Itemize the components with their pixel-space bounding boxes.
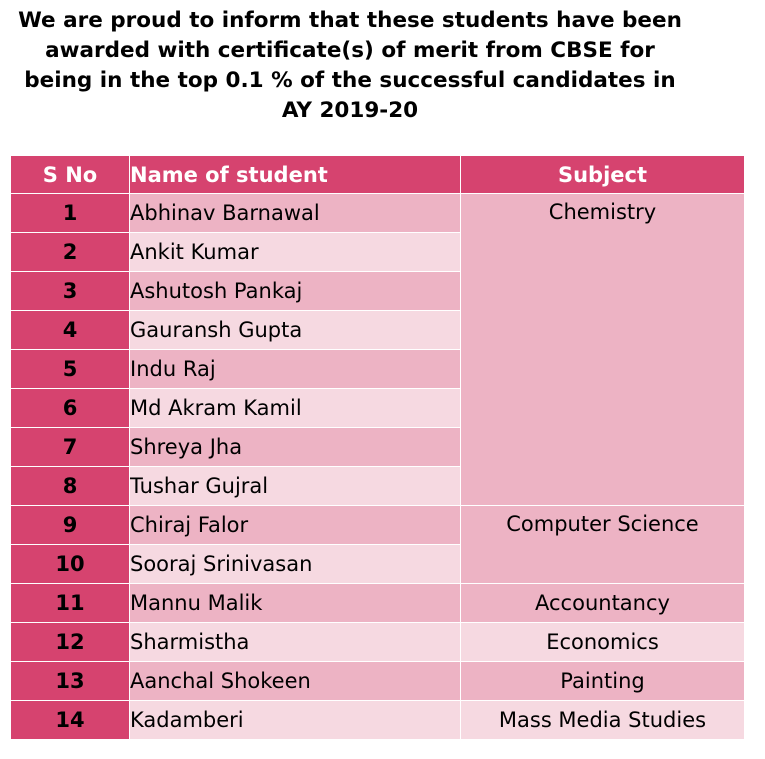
headline-line-2: awarded with certificate(s) of merit from CBSE for	[45, 38, 655, 63]
student-name: Chiraj Falor	[130, 506, 461, 545]
announcement-headline	[0, 6, 700, 126]
subject-cell-economics: Economics	[461, 623, 745, 662]
serial-number: 1	[11, 194, 130, 233]
student-name: Tushar Gujral	[130, 467, 461, 506]
serial-number: 2	[11, 233, 130, 272]
subject-cell-accountancy: Accountancy	[461, 584, 745, 623]
table-row	[11, 662, 745, 701]
student-name: Gauransh Gupta	[130, 311, 461, 350]
table-row	[11, 584, 745, 623]
serial-number: 11	[11, 584, 130, 623]
table-row	[11, 623, 745, 662]
serial-number: 7	[11, 428, 130, 467]
student-name: Abhinav Barnawal	[130, 194, 461, 233]
serial-number: 12	[11, 623, 130, 662]
student-name: Kadamberi	[130, 701, 461, 740]
student-name: Aanchal Shokeen	[130, 662, 461, 701]
serial-number: 6	[11, 389, 130, 428]
table-header-row	[11, 156, 745, 194]
student-name: Sooraj Srinivasan	[130, 545, 461, 584]
table-row	[11, 194, 745, 233]
table-row	[11, 506, 745, 545]
subject-cell-chemistry: Chemistry	[461, 194, 745, 506]
headline-line-1: We are proud to inform that these students have been	[18, 8, 682, 33]
serial-number: 4	[11, 311, 130, 350]
student-name: Ankit Kumar	[130, 233, 461, 272]
serial-number: 13	[11, 662, 130, 701]
student-name: Indu Raj	[130, 350, 461, 389]
subject-cell-mass-media-studies: Mass Media Studies	[461, 701, 745, 740]
serial-number: 14	[11, 701, 130, 740]
table-row	[11, 701, 745, 740]
serial-number: 3	[11, 272, 130, 311]
serial-number: 8	[11, 467, 130, 506]
student-name: Ashutosh Pankaj	[130, 272, 461, 311]
serial-number: 10	[11, 545, 130, 584]
serial-number: 5	[11, 350, 130, 389]
subject-cell-computer-science: Computer Science	[461, 506, 745, 584]
student-name: Sharmistha	[130, 623, 461, 662]
student-name: Md Akram Kamil	[130, 389, 461, 428]
serial-number: 9	[11, 506, 130, 545]
column-header-subject: Subject	[461, 156, 745, 194]
merit-students-table	[10, 155, 745, 740]
subject-cell-painting: Painting	[461, 662, 745, 701]
column-header-sno: S No	[11, 156, 130, 194]
student-name: Mannu Malik	[130, 584, 461, 623]
student-name: Shreya Jha	[130, 428, 461, 467]
headline-line-4: AY 2019-20	[281, 98, 419, 123]
headline-line-3: being in the top 0.1 % of the successful candidates in	[24, 68, 676, 93]
column-header-name: Name of student	[130, 156, 461, 194]
